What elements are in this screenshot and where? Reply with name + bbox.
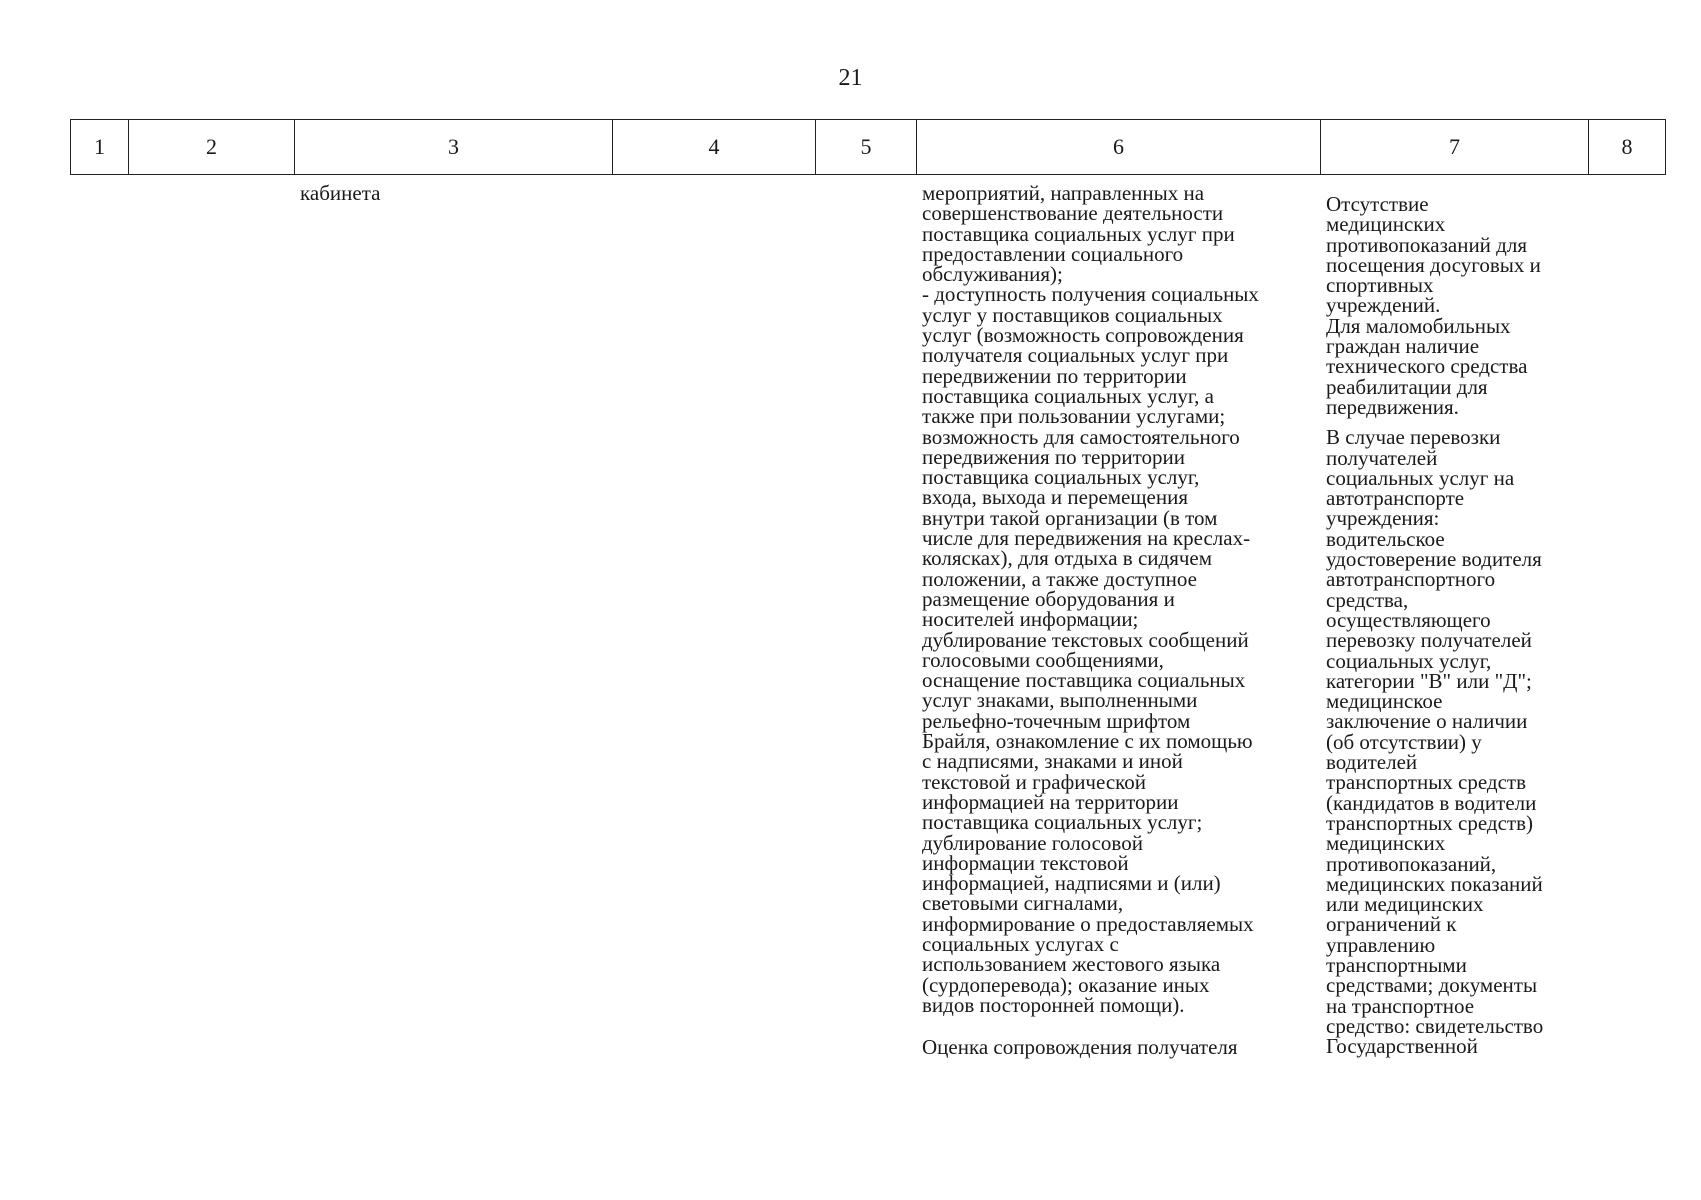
header-cell-7: 7 xyxy=(1321,120,1589,175)
header-cell-3: 3 xyxy=(295,120,613,175)
page-number: 21 xyxy=(838,65,863,91)
header-cell-1: 1 xyxy=(71,120,129,175)
column-3-paragraph: кабинета xyxy=(300,181,381,205)
column-number-header xyxy=(70,119,1666,175)
header-cell-2: 2 xyxy=(129,120,295,175)
header-cell-8: 8 xyxy=(1589,120,1666,175)
column-3-text xyxy=(300,183,600,203)
header-cell-6: 6 xyxy=(917,120,1321,175)
column-7-paragraph-1: Отсутствие медицинских противопоказаний для посещения досуговых и спортивных учреждений. Для маломобильных граждан наличие технического средства реабилитации для передвижения. xyxy=(1326,192,1541,419)
header-row xyxy=(71,120,1666,175)
header-cell-4: 4 xyxy=(613,120,816,175)
column-6-text xyxy=(922,181,1317,1060)
column-7-text xyxy=(1326,192,1661,1059)
header-cell-5: 5 xyxy=(816,120,917,175)
column-7-paragraph-2: В случае перевозки получателей социальных услуг на автотранспорте учреждения: водительское удостоверение водителя автотранспортного средства, осуществляющего перевозку получателей социальных услуг, категории "В" или "Д"; медицинское заключение о наличии (об отсутствии) у водителей транспортных средств (кандидатов в водители транспортных средств) медицинских противопоказаний, медицинских показаний или медицинских ограничений к управлению транспортными средствами; документы на транспортное средство: свидетельство Государственной xyxy=(1326,425,1544,1059)
column-6-paragraph-2: Оценка сопровождения получателя xyxy=(922,1035,1238,1060)
column-6-paragraph-1: мероприятий, направленных на совершенствование деятельности поставщика социальных услуг при предоставлении социального обслуживания); - доступность получения социальных услуг у поставщиков социальных услуг (возможность сопровождения получателя социальных услуг при передвижении по территории поставщика социальных услуг, а также при пользовании услугами; возможность для самостоятельного передвижения по территории поставщика социальных услуг, входа, выхода и перемещения внутри такой организации (в том числе для передвижения на креслах- колясках), для отдыха в сидячем положении, а также доступное размещение оборудования и носителей информации; дублирование текстовых сообщений голосовыми сообщениями, оснащение поставщика социальных услуг знаками, выполненными рельефно-точечным шрифтом Брайля, ознакомление с их помощью с надписями, знаками и иной текстовой и графической информацией на территории поставщика социальных услуг; дублирование голосовой информации текстовой информацией, надписями и (или) световыми сигналами, информирование о предоставляемых социальных услугах с использованием жестового языка (сурдоперевода); оказание иных видов посторонней помощи). xyxy=(922,181,1259,1017)
